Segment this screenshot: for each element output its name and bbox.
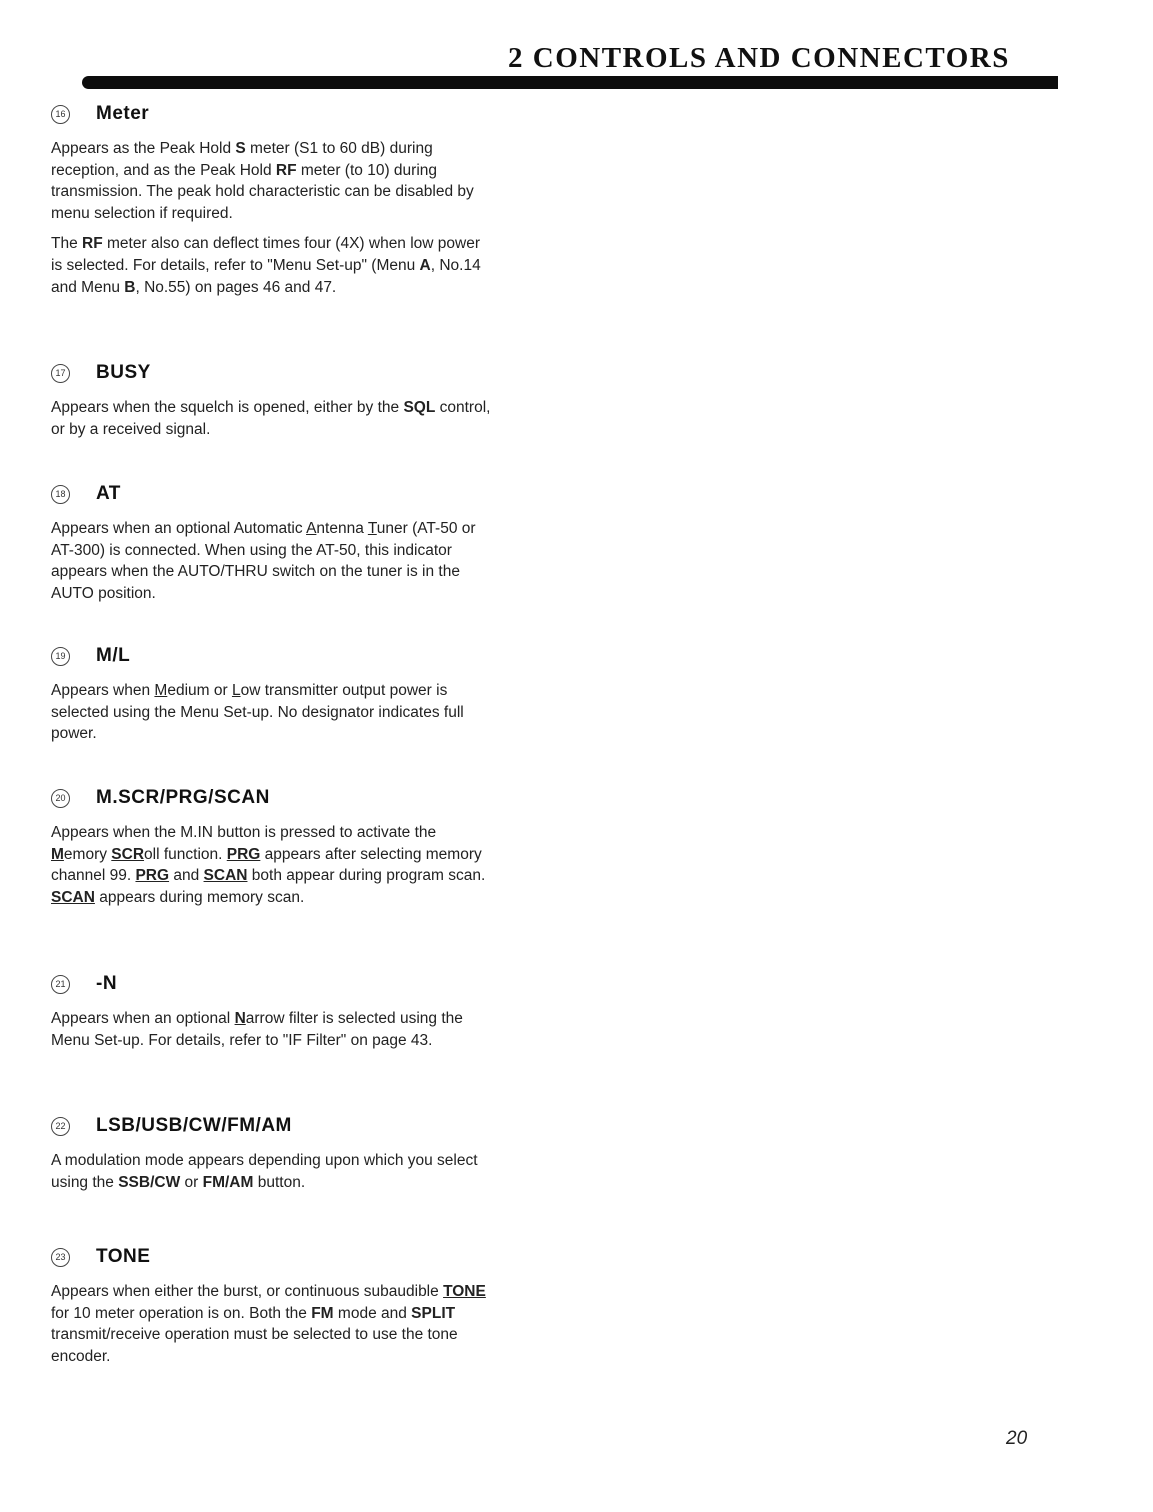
- item-number-badge: 16: [51, 105, 70, 124]
- section-at: [51, 480, 491, 613]
- item-number-badge: 22: [51, 1117, 70, 1136]
- section-busy: [51, 359, 491, 449]
- section-title: M.SCR/PRG/SCAN: [96, 787, 270, 808]
- section-narrow: [51, 970, 491, 1060]
- paragraph: The RF meter also can deflect times four (4X) when low power is selected. For details, refer to "Menu Set-up" (Menu A, No.14 and Menu B, No.55) on pages 46 and 47.: [51, 235, 481, 296]
- paragraph: Appears when the squelch is opened, either by the SQL control, or by a received signal.: [51, 399, 491, 438]
- item-number-badge: 20: [51, 789, 70, 808]
- section-title: Meter: [96, 103, 150, 124]
- paragraph: Appears when Medium or Low transmitter output power is selected using the Menu Set-up. No designator indicates full power.: [51, 682, 464, 743]
- paragraph: Appears when either the burst, or continuous subaudible TONE for 10 meter operation is on. Both the FM mode and SPLIT transmit/receive operation must be selected to use the tone encoder.: [51, 1283, 486, 1365]
- section-tone: [51, 1243, 491, 1376]
- paragraph: Appears when the M.IN button is pressed to activate the Memory SCRoll function. PRG appears after selecting memory channel 99. PRG and SCAN both appear during program scan. SCAN appears during memory scan.: [51, 824, 486, 906]
- section-title: BUSY: [96, 362, 151, 383]
- title-rule: [82, 76, 1058, 89]
- section-meter: [51, 100, 491, 307]
- section-mscr-prg-scan: [51, 784, 491, 917]
- page-number: 20: [1006, 1428, 1028, 1449]
- section-title: LSB/USB/CW/FM/AM: [96, 1115, 292, 1136]
- item-number-badge: 21: [51, 975, 70, 994]
- section-m-l: [51, 642, 491, 754]
- section-title: AT: [96, 483, 121, 504]
- item-number-badge: 19: [51, 647, 70, 666]
- item-number-badge: 18: [51, 485, 70, 504]
- chapter-title: 2 CONTROLS AND CONNECTORS: [508, 42, 1010, 74]
- paragraph: A modulation mode appears depending upon which you select using the SSB/CW or FM/AM button.: [51, 1152, 478, 1191]
- section-title: -N: [96, 973, 118, 994]
- section-title: TONE: [96, 1246, 151, 1267]
- section-title: M/L: [96, 645, 131, 666]
- paragraph: Appears as the Peak Hold S meter (S1 to 60 dB) during reception, and as the Peak Hold RF meter (to 10) during transmission. The peak hold characteristic can be disabled by menu selection if required.: [51, 140, 474, 222]
- section-modes: [51, 1112, 491, 1202]
- item-number-badge: 23: [51, 1248, 70, 1267]
- item-number-badge: 17: [51, 364, 70, 383]
- paragraph: Appears when an optional Narrow filter is selected using the Menu Set-up. For details, refer to "IF Filter" on page 43.: [51, 1010, 463, 1049]
- paragraph: Appears when an optional Automatic Antenna Tuner (AT-50 or AT-300) is connected. When using the AT-50, this indicator appears when the AUTO/THRU switch on the tuner is in the AUTO position.: [51, 520, 476, 602]
